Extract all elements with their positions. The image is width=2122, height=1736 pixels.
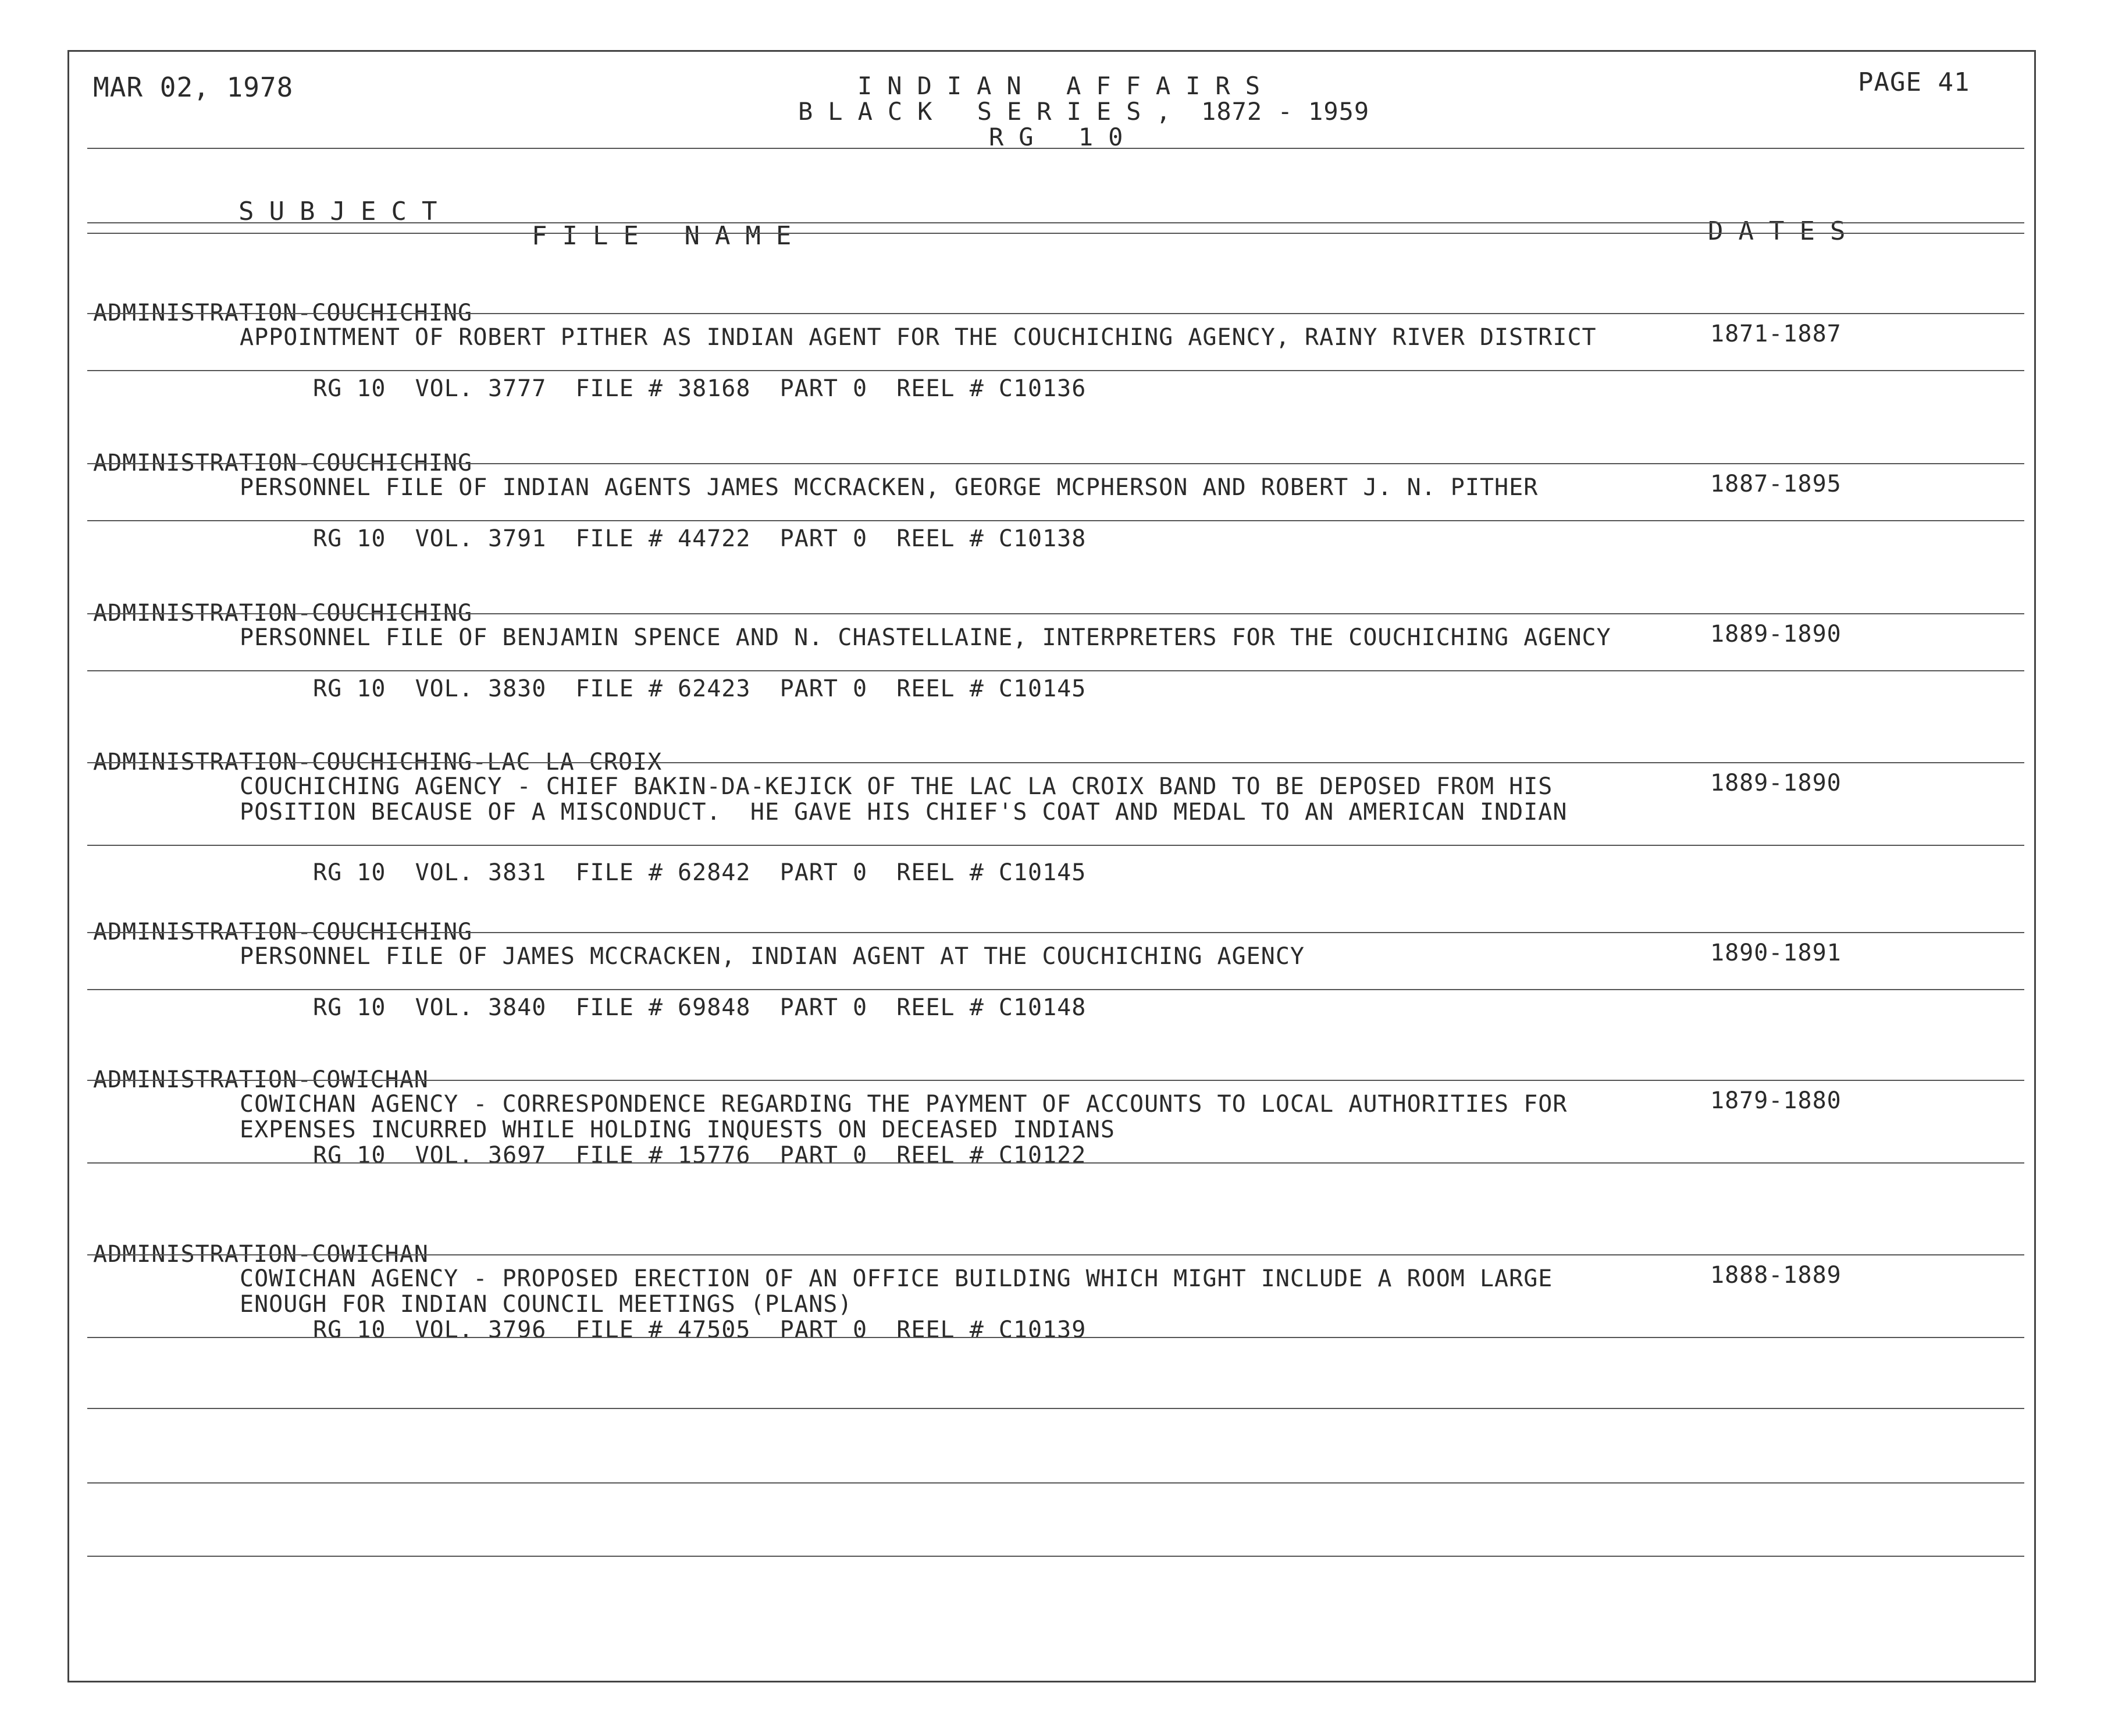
entry-dates: 1889-1890: [1710, 770, 1842, 796]
entry-file-title: EXPENSES INCURRED WHILE HOLDING INQUESTS ON DECEASED INDIANS: [240, 1116, 1115, 1143]
entry-subject: ADMINISTRATION-COWICHAN: [93, 1241, 429, 1268]
entry-subject: ADMINISTRATION-COUCHICHING: [93, 300, 473, 326]
entry-file-title: APPOINTMENT OF ROBERT PITHER AS INDIAN AGENT FOR THE COUCHICHING AGENCY, RAINY RIVER DISTRICT: [240, 324, 1597, 351]
column-rule-1: [87, 222, 2024, 223]
header-title-line1: INDIAN AFFAIRS: [857, 72, 1276, 100]
entry-dates: 1888-1889: [1710, 1262, 1842, 1289]
header-title-years: 1872 - 1959: [1201, 97, 1370, 126]
entry-rule-top: [87, 313, 2024, 314]
column-rule-2: [87, 233, 2024, 234]
entry-rule-mid: [87, 1337, 2024, 1338]
entry-rule-mid: [87, 370, 2024, 371]
entry-file-title: COUCHICHING AGENCY - CHIEF BAKIN-DA-KEJICK OF THE LAC LA CROIX BAND TO BE DEPOSED FROM HIS: [240, 773, 1553, 800]
entry-file-title: PERSONNEL FILE OF JAMES MCCRACKEN, INDIAN AGENT AT THE COUCHICHING AGENCY: [240, 943, 1305, 970]
entry-dates: 1887-1895: [1710, 471, 1842, 497]
entry-rule-top: [87, 463, 2024, 464]
entry-file-title: COWICHAN AGENCY - PROPOSED ERECTION OF AN OFFICE BUILDING WHICH MIGHT INCLUDE A ROOM LARGE: [240, 1265, 1553, 1292]
column-file-name: FILE NAME: [532, 221, 807, 251]
blank-rule-1: [87, 1408, 2024, 1409]
entry-reference: RG 10 VOL. 3791 FILE # 44722 PART 0 REEL # C10138: [313, 525, 1087, 552]
blank-rule-3: [87, 1556, 2024, 1557]
header-title-line2: [798, 99, 1369, 124]
entry-reference: RG 10 VOL. 3831 FILE # 62842 PART 0 REEL # C10145: [313, 859, 1087, 886]
entry-rule-top: [87, 1254, 2024, 1255]
entry-subject: ADMINISTRATION-COUCHICHING: [93, 919, 473, 945]
entry-file-title: PERSONNEL FILE OF BENJAMIN SPENCE AND N. CHASTELLAINE, INTERPRETERS FOR THE COUCHICHING AGENCY: [240, 624, 1611, 651]
entry-subject: ADMINISTRATION-COWICHAN: [93, 1066, 429, 1093]
entry-rule-mid: [87, 670, 2024, 671]
header-date: MAR 02, 1978: [93, 72, 294, 103]
entry-rule-top: [87, 613, 2024, 614]
entry-dates: 1890-1891: [1710, 940, 1842, 966]
entry-rule-mid: [87, 520, 2024, 521]
entry-file-title: ENOUGH FOR INDIAN COUNCIL MEETINGS (PLANS): [240, 1291, 853, 1318]
entry-dates: 1871-1887: [1710, 321, 1842, 347]
header-rule: [87, 148, 2024, 149]
column-dates: DATES: [1708, 216, 1861, 246]
entry-rule-top: [87, 762, 2024, 763]
header-title-series: BLACK SERIES,: [798, 97, 1186, 126]
entry-reference: RG 10 VOL. 3830 FILE # 62423 PART 0 REEL # C10145: [313, 675, 1087, 702]
entry-subject: ADMINISTRATION-COUCHICHING-LAC LA CROIX: [93, 749, 663, 775]
entry-file-title: POSITION BECAUSE OF A MISCONDUCT. HE GAVE HIS CHIEF'S COAT AND MEDAL TO AN AMERICAN INDIAN: [240, 799, 1568, 826]
entry-dates: 1879-1880: [1710, 1087, 1842, 1114]
entry-rule-top: [87, 932, 2024, 933]
entry-file-title: COWICHAN AGENCY - CORRESPONDENCE REGARDING THE PAYMENT OF ACCOUNTS TO LOCAL AUTHORITIES FOR: [240, 1091, 1568, 1118]
entry-rule-mid: [87, 989, 2024, 990]
entry-rule-mid: [87, 1162, 2024, 1164]
entry-file-title: PERSONNEL FILE OF INDIAN AGENTS JAMES MCCRACKEN, GEORGE MCPHERSON AND ROBERT J. N. PITHER: [240, 474, 1539, 501]
entry-reference: RG 10 VOL. 3840 FILE # 69848 PART 0 REEL # C10148: [313, 994, 1087, 1021]
entry-reference: RG 10 VOL. 3777 FILE # 38168 PART 0 REEL # C10136: [313, 375, 1087, 402]
entry-rule-top: [87, 1080, 2024, 1081]
header-page-number: PAGE 41: [1858, 67, 1970, 97]
blank-rule-2: [87, 1482, 2024, 1484]
entry-rule-mid: [87, 845, 2024, 846]
entry-subject: ADMINISTRATION-COUCHICHING: [93, 600, 473, 627]
entry-reference: RG 10 VOL. 3796 FILE # 47505 PART 0 REEL # C10139: [313, 1317, 1087, 1343]
entry-subject: ADMINISTRATION-COUCHICHING: [93, 450, 473, 476]
entry-reference: RG 10 VOL. 3697 FILE # 15776 PART 0 REEL # C10122: [313, 1142, 1087, 1169]
entry-dates: 1889-1890: [1710, 621, 1842, 648]
header-title-line3: RG 10: [989, 123, 1138, 151]
column-subject: SUBJECT: [238, 197, 453, 226]
